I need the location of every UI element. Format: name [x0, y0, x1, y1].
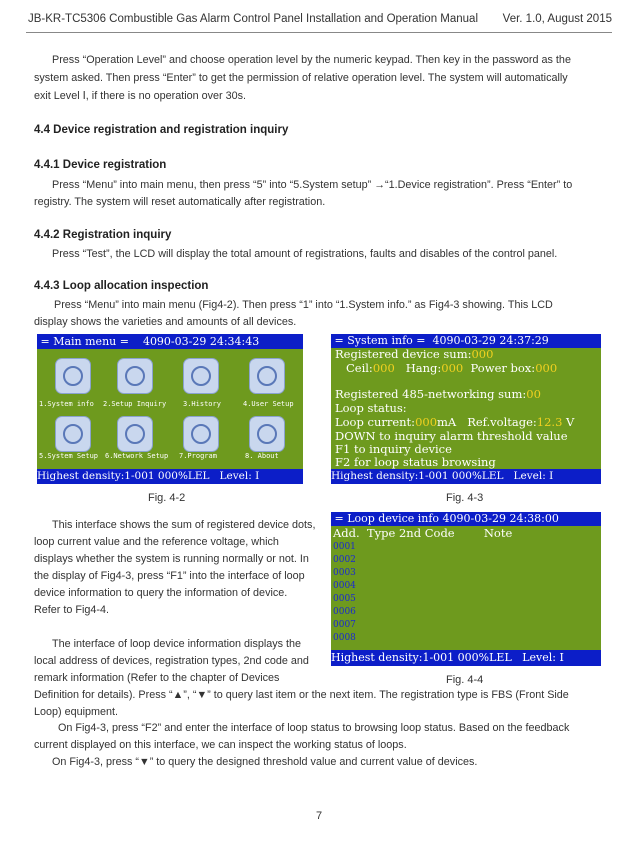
fig-4-2-caption: Fig. 4-2 — [148, 492, 186, 504]
para2-line-1: The interface of loop device information displays the — [52, 638, 302, 650]
section-4-4-1-heading: 4.4.1 Device registration — [34, 159, 167, 171]
icon-label-system-setup: 5.System Setup — [39, 452, 99, 460]
device-row-address: 0002 — [333, 555, 356, 565]
down-hint: DOWN to inquiry alarm threshold value — [335, 429, 568, 443]
icon-label-history: 3.History — [183, 400, 221, 408]
main-menu-lcd — [37, 334, 303, 484]
para1-line-5: device information to query the information of device. — [34, 587, 288, 599]
loop-device-title-bar: = Loop device info 4090-03-29 24:38:00 — [331, 512, 601, 526]
device-row-address: 0004 — [333, 581, 356, 591]
history-icon — [183, 358, 219, 394]
header-divider — [26, 32, 612, 33]
device-row-address: 0003 — [333, 568, 356, 578]
page-number: 7 — [315, 810, 323, 822]
para3-line-1: On Fig4-3, press “F2” and enter the interface of loop status to browsing loop status. Based on the feedback — [58, 722, 570, 734]
loop-current-readout: Loop current:000mA Ref.voltage:12.3 V — [335, 415, 575, 429]
registered-485-sum: Registered 485-networking sum:00 — [335, 387, 541, 401]
section-4-4-3-heading: 4.4.3 Loop allocation inspection — [34, 280, 209, 292]
header-version: Ver. 1.0, August 2015 — [502, 13, 612, 25]
intro-line-2: system asked. Then press “Enter” to get the permission of relative operation level. The system will automatically — [34, 72, 568, 84]
para1-line-3: displays whether the system is running normally or not. In — [34, 553, 309, 565]
device-row-address: 0005 — [333, 594, 356, 604]
device-row-address: 0007 — [333, 620, 356, 630]
intro-line-3: exit Level Ⅰ, if there is no operation over 30s. — [34, 90, 247, 102]
para2-line-5: Loop) equipment. — [34, 706, 119, 718]
icon-label-network-setup: 6.Network Setup — [105, 452, 169, 460]
system-info-icon — [55, 358, 91, 394]
f1-hint: F1 to inquiry device — [335, 442, 452, 456]
s441-line-2: registry. The system will reset automatically after registration. — [34, 196, 326, 208]
s441-line-1: Press “Menu” into main menu, then press “5” into “5.System setup” →“1.Device registration”. Press “Enter” to — [52, 179, 573, 191]
device-row-address: 0001 — [333, 542, 356, 552]
loop-device-status-bar: Highest density:1-001 000%LEL Level: I — [331, 650, 601, 666]
user-setup-icon — [249, 358, 285, 394]
main-menu-title-bar: = Main menu = 4090-03-29 24:34:43 — [37, 334, 303, 349]
loop-status-label: Loop status: — [335, 401, 407, 415]
setup-inquiry-icon — [117, 358, 153, 394]
s443-line-1: Press “Menu” into main menu (Fig4-2). Then press “1” into “1.System info.” as Fig4-3 showing. This LCD — [54, 299, 553, 311]
para1-line-6: Refer to Fig4-4. — [34, 604, 110, 616]
system-setup-icon — [55, 416, 91, 452]
loop-device-column-headers: Add. Type 2nd Code Note — [333, 526, 513, 540]
registered-device-sum: Registered device sum:000 — [335, 347, 494, 361]
para1-line-2: loop current value and the reference voltage, which — [34, 536, 279, 548]
s443-line-2: display shows the varieties and amounts of all devices. — [34, 316, 297, 328]
para2-line-2: local address of devices, registration types, 2nd code and — [34, 655, 309, 667]
loop-device-info-lcd — [331, 512, 601, 666]
system-info-lcd — [331, 334, 601, 484]
intro-line-1: Press “Operation Level” and choose operation level by the numeric keypad. Then key in the password as the — [52, 54, 571, 66]
para2-line-4: Definition for details). Press “▲”, “▼” to query last item or the next item. The registration type is FBS (Front Side — [34, 689, 569, 701]
icon-label-setup-inquiry: 2.Setup Inquiry — [103, 400, 167, 408]
device-row-address: 0006 — [333, 607, 356, 617]
para2-line-3: remark information (Refer to the chapter of Devices — [34, 672, 280, 684]
device-row-address: 0008 — [333, 633, 356, 643]
about-icon — [249, 416, 285, 452]
device-type-counts: Ceil:000 Hang:000 Power box:000 — [335, 361, 558, 375]
fig-4-4-caption: Fig. 4-4 — [446, 674, 484, 686]
section-4-4-2-heading: 4.4.2 Registration inquiry — [34, 229, 172, 241]
para1-line-4: the display of Fig4-3, press “F1” into the interface of loop — [34, 570, 305, 582]
network-setup-icon — [117, 416, 153, 452]
header-title: JB-KR-TC5306 Combustible Gas Alarm Control Panel Installation and Operation Manual — [28, 13, 478, 25]
section-4-4-heading: 4.4 Device registration and registration inquiry — [34, 124, 289, 136]
icon-label-user-setup: 4.User Setup — [243, 400, 294, 408]
para3-line-2: current displayed on this interface, we can inspect the working status of loops. — [34, 739, 407, 751]
program-icon — [183, 416, 219, 452]
para1-line-1: This interface shows the sum of registered device dots, — [52, 519, 316, 531]
system-info-title-bar: = System info = 4090-03-29 24:37:29 — [331, 334, 601, 348]
fig-4-3-caption: Fig. 4-3 — [446, 492, 484, 504]
icon-label-system-info: 1.System info — [39, 400, 94, 408]
s442-line-1: Press “Test”, the LCD will display the total amount of registrations, faults and disables of the control panel. — [52, 248, 558, 260]
system-info-status-bar: Highest density:1-001 000%LEL Level: I — [331, 469, 601, 484]
f2-hint: F2 for loop status browsing — [335, 455, 496, 469]
icon-label-about: 8. About — [245, 452, 279, 460]
main-menu-status-bar: Highest density:1-001 000%LEL Level: I — [37, 469, 303, 484]
para4-line-1: On Fig4-3, press “▼” to query the designed threshold value and current value of devices. — [52, 756, 478, 768]
icon-label-program: 7.Program — [179, 452, 217, 460]
